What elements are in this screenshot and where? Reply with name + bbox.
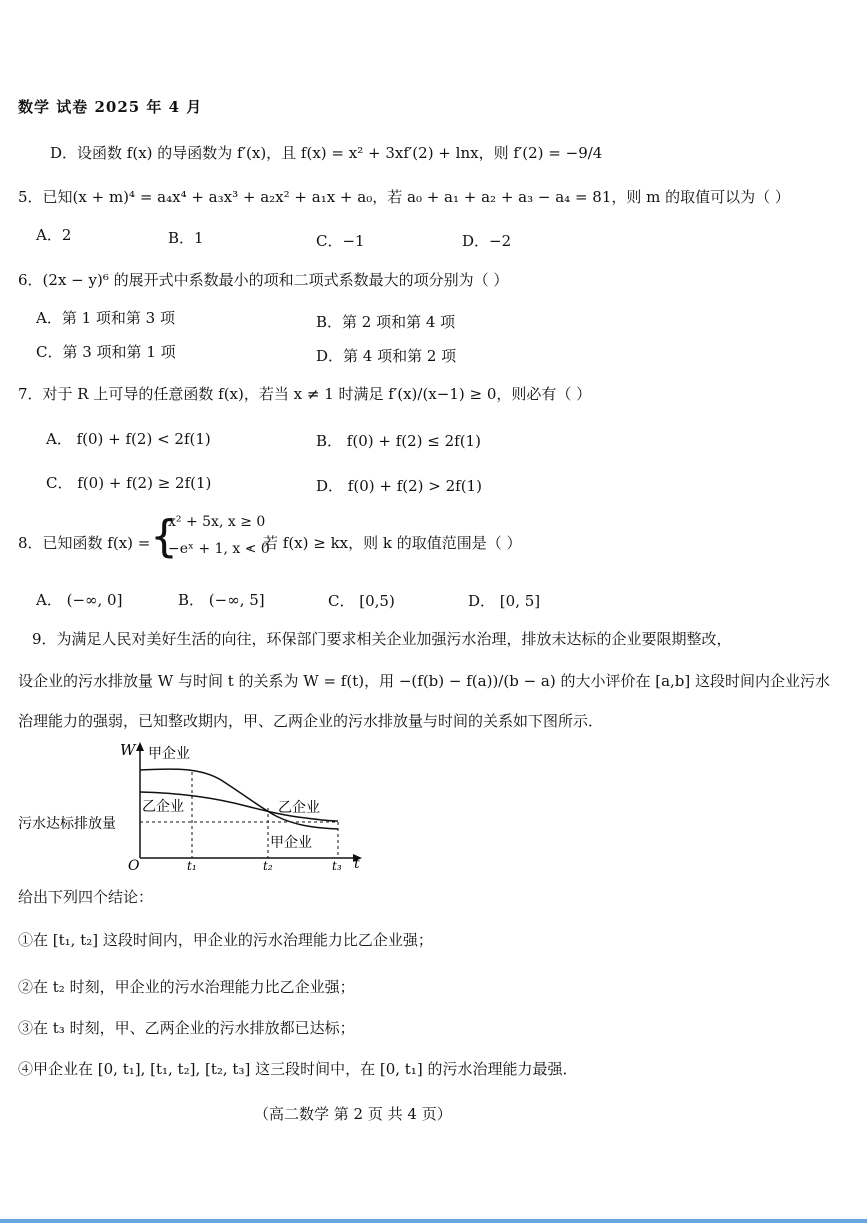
question-8-stem-post: ，若 f(x) ≥ kx，则 k 的取值范围是（ ） <box>248 534 522 552</box>
question-8-case-2: −eˣ + 1, x < 0 <box>168 541 270 557</box>
question-5-option-d: D．−2 <box>462 232 512 250</box>
y-axis-arrow <box>136 742 144 751</box>
question-8-brace: { <box>150 511 178 562</box>
question-8-option-c: C． [0,5) <box>328 592 395 610</box>
question-8-case-1: x² + 5x, x ≥ 0 <box>168 514 266 530</box>
conclusions-title: 给出下列四个结论： <box>18 888 154 906</box>
question-6-option-d: D．第 4 项和第 2 项 <box>316 347 457 365</box>
question-8-stem-pre: 8．已知函数 f(x) = <box>18 534 151 552</box>
conclusion-1: ①在 [t₁, t₂] 这段时间内，甲企业的污水治理能力比乙企业强； <box>18 931 433 949</box>
question-6-stem: 6．(2x − y)⁶ 的展开式中系数最小的项和二项式系数最大的项分别为（ ） <box>18 271 509 289</box>
emission-graph <box>16 738 376 872</box>
conclusion-3: ③在 t₃ 时刻，甲、乙两企业的污水排放都已达标； <box>18 1019 355 1037</box>
bottom-scan-edge <box>0 1219 867 1223</box>
label-jia-top: 甲企业 <box>148 746 190 762</box>
label-jia-bottom: 甲企业 <box>270 835 312 851</box>
t3-label: t₃ <box>332 859 342 872</box>
page-footer: （高二数学 第 2 页 共 4 页） <box>254 1105 452 1123</box>
origin-label: O <box>128 858 140 872</box>
conclusion-4: ④甲企业在 [0, t₁], [t₁, t₂], [t₂, t₃] 这三段时间中，在 [0, t₁] 的污水治理能力最强． <box>18 1060 578 1078</box>
exam-header: 数学 试卷 2025 年 4 月 <box>18 98 203 116</box>
label-yi-right: 乙企业 <box>278 800 320 816</box>
question-9-line-1: 9．为满足人民对美好生活的向往，环保部门要求相关企业加强污水治理，排放未达标的企业要限期整改， <box>32 630 732 648</box>
t1-label: t₁ <box>187 859 197 872</box>
question-5-option-c: C．−1 <box>316 232 365 250</box>
question-4-option-d: D．设函数 f(x) 的导函数为 f′(x)，且 f(x) = x² + 3xf′(2) + lnx，则 f′(2) = −9/4 <box>50 144 603 162</box>
axis-x-label: t <box>354 856 360 872</box>
question-7-option-c: C． f(0) + f(2) ≥ 2f(1) <box>46 474 212 492</box>
question-8-option-d: D． [0, 5] <box>468 592 541 610</box>
question-6-option-c: C．第 3 项和第 1 项 <box>36 343 176 361</box>
label-yi-left: 乙企业 <box>142 799 184 815</box>
t2-label: t₂ <box>263 859 273 872</box>
question-6-option-b: B．第 2 项和第 4 项 <box>316 313 456 331</box>
question-8-option-b: B． (−∞, 5] <box>178 591 265 609</box>
question-7-option-a: A． f(0) + f(2) < 2f(1) <box>46 430 211 448</box>
conclusion-2: ②在 t₂ 时刻，甲企业的污水治理能力比乙企业强； <box>18 978 355 996</box>
question-7-option-b: B． f(0) + f(2) ≤ 2f(1) <box>316 432 481 450</box>
question-5-option-b: B．1 <box>168 229 204 247</box>
question-5-stem: 5．已知(x + m)⁴ = a₄x⁴ + a₃x³ + a₂x² + a₁x + a₀，若 a₀ + a₁ + a₂ + a₃ − a₄ = 81，则 m 的取值可以为（ ） <box>18 188 790 206</box>
question-6-option-a: A．第 1 项和第 3 项 <box>36 309 175 327</box>
question-9-line-2: 设企业的污水排放量 W 与时间 t 的关系为 W = f(t)，用 −(f(b) − f(a))/(b − a) 的大小评价在 [a,b] 这段时间内企业污水 <box>18 672 831 690</box>
axis-y-label: W <box>120 741 136 759</box>
question-5-option-a: A．2 <box>36 226 72 244</box>
standard-label: 污水达标排放量 <box>18 816 116 832</box>
question-7-option-d: D． f(0) + f(2) > 2f(1) <box>316 477 482 495</box>
question-9-line-3: 治理能力的强弱，已知整改期内，甲、乙两企业的污水排放量与时间的关系如下图所示． <box>18 712 604 730</box>
question-8-option-a: A． (−∞, 0] <box>36 591 123 609</box>
question-7-stem: 7．对于 R 上可导的任意函数 f(x)，若当 x ≠ 1 时满足 f′(x)/(x−1) ≥ 0，则必有（ ） <box>18 385 592 403</box>
